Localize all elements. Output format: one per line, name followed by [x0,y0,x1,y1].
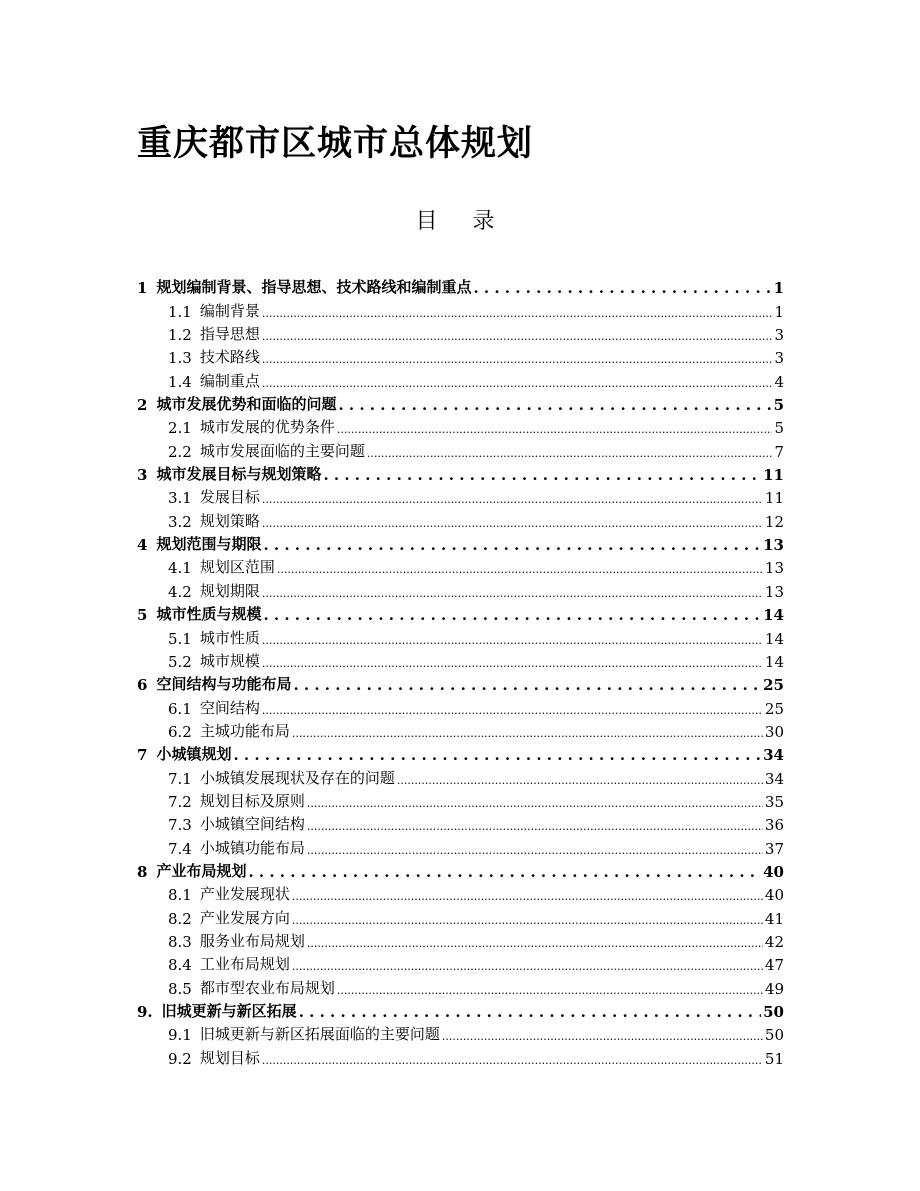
toc-page-number: 11 [763,466,784,485]
toc-chapter-entry[interactable] [137,531,784,554]
toc-dot-leader [262,373,773,391]
toc-entry-title: 旧城更新与新区拓展面临的主要问题 [199,1025,440,1044]
toc-entry-title: 城市发展的优势条件 [199,418,335,437]
toc-entry-title: 指导思想 [199,325,260,344]
toc-page-number: 4 [774,372,784,391]
toc-entry-number: 8.4 [168,956,192,975]
toc-dot-leader [323,466,761,484]
toc-page-number: 34 [763,746,784,765]
toc-page-number: 49 [764,979,784,998]
toc-page-number: 13 [763,536,784,555]
toc-page-number: 42 [764,932,784,951]
toc-entry-number: 5 [137,606,148,625]
toc-entry-title: 旧城更新与新区拓展 [161,1002,297,1020]
toc-dot-leader [442,1026,763,1044]
toc-entry-title: 城市性质 [199,628,260,647]
toc-entry-number: 7.2 [168,792,192,811]
toc-entry-title: 编制背景 [199,301,260,320]
toc-entry-title: 编制重点 [199,371,260,390]
toc-entry-number: 2.2 [168,442,192,461]
toc-section-entry[interactable] [137,484,784,507]
toc-chapter-entry[interactable] [137,998,784,1021]
toc-entry-number: 7.1 [168,769,192,788]
toc-dot-leader [292,956,763,974]
toc-section-entry[interactable] [137,694,784,717]
toc-entry-title: 小城镇发展现状及存在的问题 [199,768,395,787]
toc-entry-number: 1.2 [168,326,192,345]
toc-entry-number: 8.5 [168,979,192,998]
toc-section-entry[interactable] [137,648,784,671]
toc-entry-title: 规划区范围 [199,558,275,577]
toc-chapter-entry[interactable] [137,671,784,694]
toc-entry-title: 规划目标及原则 [199,791,305,810]
toc-section-entry[interactable] [137,974,784,997]
toc-entry-title: 小城镇功能布局 [199,838,305,857]
toc-entry-number: 6 [137,676,148,695]
toc-entry-title: 城市发展目标与规划策略 [156,465,322,484]
toc-section-entry[interactable] [137,577,784,600]
toc-entry-title: 城市发展面临的主要问题 [199,441,365,460]
toc-dot-leader [473,279,771,297]
toc-page-number: 35 [764,792,784,811]
document-title: 重庆都市区城市总体规划 [137,124,534,164]
toc-page-number: 3 [774,349,784,368]
toc-entry-number: 3 [137,466,148,485]
toc-page-number: 25 [764,699,784,718]
toc-page-number: 11 [764,489,784,508]
toc-chapter-entry[interactable] [137,741,784,764]
toc-page-number: 30 [764,722,784,741]
toc-entry-number: 5.2 [168,652,192,671]
toc-entry-title: 产业布局规划 [156,861,247,880]
toc-chapter-entry[interactable] [137,461,784,484]
toc-page-number: 1 [773,279,784,298]
toc-page-number: 47 [764,956,784,975]
toc-entry-title: 规划编制背景、指导思想、技术路线和编制重点 [156,278,472,297]
toc-page-number: 14 [764,629,784,648]
toc-dot-leader [299,1003,761,1021]
toc-entry-number: 7.3 [168,816,192,835]
toc-section-entry[interactable] [137,881,784,904]
toc-page-number: 34 [764,769,784,788]
toc-entry-title: 产业发展现状 [199,885,290,904]
toc-entry-title: 服务业布局规划 [199,931,305,950]
toc-dot-leader [262,653,763,671]
toc-entry-number: 4.2 [168,582,192,601]
toc-dot-leader [292,886,763,904]
toc-dot-leader [292,910,763,928]
toc-dot-leader [307,933,763,951]
toc-entry-number: 8.1 [168,886,192,905]
toc-entry-number: 1.3 [168,349,192,368]
toc-section-entry[interactable] [137,554,784,577]
toc-page-number: 3 [774,326,784,345]
toc-dot-leader [262,513,763,531]
toc-chapter-entry[interactable] [137,391,784,414]
toc-entry-title: 发展目标 [199,488,260,507]
toc-entry-number: 4 [137,536,148,555]
toc-entry-title: 规划范围与期限 [156,535,262,554]
toc-page-number: 50 [763,1003,784,1021]
toc-section-entry[interactable] [137,344,784,367]
toc-entry-title: 都市型农业布局规划 [199,978,335,997]
toc-section-entry[interactable] [137,928,784,951]
toc-dot-leader [262,630,763,648]
toc-dot-leader [293,676,761,694]
toc-dot-leader [337,419,773,437]
toc-page-number: 5 [773,396,784,415]
toc-entry-title: 规划目标 [199,1048,260,1067]
toc-dot-leader [337,980,763,998]
toc-dot-leader [262,303,773,321]
toc-dot-leader [277,559,763,577]
toc-entry-number: 5.1 [168,629,192,648]
toc-page-number: 14 [763,606,784,625]
toc-section-entry[interactable] [137,437,784,460]
toc-page-number: 5 [774,419,784,438]
toc-dot-leader [262,583,763,601]
toc-entry-number: 7.4 [168,839,192,858]
toc-chapter-entry[interactable] [137,274,784,297]
toc-section-entry[interactable] [137,764,784,787]
toc-dot-leader [367,443,773,461]
toc-page-number: 37 [764,839,784,858]
toc-section-entry[interactable] [137,1021,784,1044]
table-of-contents [137,274,784,1068]
toc-entry-number: 2 [137,396,148,415]
toc-page-number: 25 [763,676,784,695]
toc-page-number: 14 [764,652,784,671]
toc-entry-number: 7 [137,746,148,765]
toc-page-number: 40 [763,862,784,881]
toc-entry-number: 1.4 [168,372,192,391]
toc-dot-leader [262,349,773,367]
toc-entry-title: 空间结构 [199,698,260,717]
toc-entry-title: 小城镇规划 [156,745,232,764]
toc-section-entry[interactable] [137,507,784,530]
toc-dot-leader [233,746,761,764]
toc-section-entry[interactable] [137,297,784,320]
toc-dot-leader [397,770,763,788]
toc-entry-title: 城市规模 [199,651,260,670]
toc-section-entry[interactable] [137,811,784,834]
toc-dot-leader [248,863,761,881]
toc-dot-leader [262,700,763,718]
toc-entry-title: 产业发展方向 [199,908,290,927]
toc-dot-leader [262,489,763,507]
toc-page-number: 13 [764,582,784,601]
toc-entry-number: 6.1 [168,699,192,718]
toc-entry-number: 9.2 [168,1049,192,1068]
toc-section-entry[interactable] [137,321,784,344]
toc-entry-number: 1.1 [168,302,192,321]
toc-section-entry[interactable] [137,951,784,974]
toc-entry-number: 4.1 [168,559,192,578]
toc-dot-leader [307,840,763,858]
toc-section-entry[interactable] [137,904,784,927]
toc-page-number: 36 [764,816,784,835]
toc-dot-leader [262,1050,763,1068]
toc-section-entry[interactable] [137,788,784,811]
toc-entry-number: 2.1 [168,419,192,438]
toc-page-number: 12 [764,512,784,531]
toc-dot-leader [263,536,761,554]
toc-dot-leader [338,396,771,414]
toc-dot-leader [307,793,763,811]
toc-entry-title: 城市性质与规模 [156,605,262,624]
toc-page-number: 40 [764,886,784,905]
toc-dot-leader [292,723,763,741]
toc-section-entry[interactable] [137,718,784,741]
toc-heading: 目 录 [415,209,509,234]
toc-entry-title: 工业布局规划 [199,955,290,974]
toc-entry-number: 8.2 [168,909,192,928]
toc-entry-title: 规划策略 [199,511,260,530]
toc-entry-title: 主城功能布局 [199,721,290,740]
toc-entry-title: 城市发展优势和面临的问题 [156,395,337,414]
toc-page-number: 7 [774,442,784,461]
toc-dot-leader [307,816,763,834]
toc-page-number: 50 [764,1026,784,1045]
toc-chapter-entry[interactable] [137,601,784,624]
toc-section-entry[interactable] [137,414,784,437]
toc-entry-number: 8.3 [168,932,192,951]
toc-page-number: 41 [764,909,784,928]
toc-entry-number: 6.2 [168,722,192,741]
toc-section-entry[interactable] [137,834,784,857]
toc-entry-number: 8 [137,862,148,881]
toc-entry-number: 9.1 [168,1026,192,1045]
toc-dot-leader [262,326,773,344]
toc-section-entry[interactable] [137,1044,784,1067]
toc-section-entry[interactable] [137,624,784,647]
toc-page-number: 51 [764,1049,784,1068]
toc-entry-number: 9. [137,1003,153,1021]
toc-dot-leader [263,606,761,624]
toc-page-number: 1 [774,302,784,321]
toc-section-entry[interactable] [137,367,784,390]
toc-entry-number: 1 [137,279,148,298]
toc-entry-title: 小城镇空间结构 [199,815,305,834]
toc-entry-number: 3.2 [168,512,192,531]
toc-chapter-entry[interactable] [137,858,784,881]
toc-entry-title: 空间结构与功能布局 [156,675,292,694]
toc-entry-title: 技术路线 [199,348,260,367]
toc-entry-number: 3.1 [168,489,192,508]
toc-page-number: 13 [764,559,784,578]
toc-entry-title: 规划期限 [199,581,260,600]
